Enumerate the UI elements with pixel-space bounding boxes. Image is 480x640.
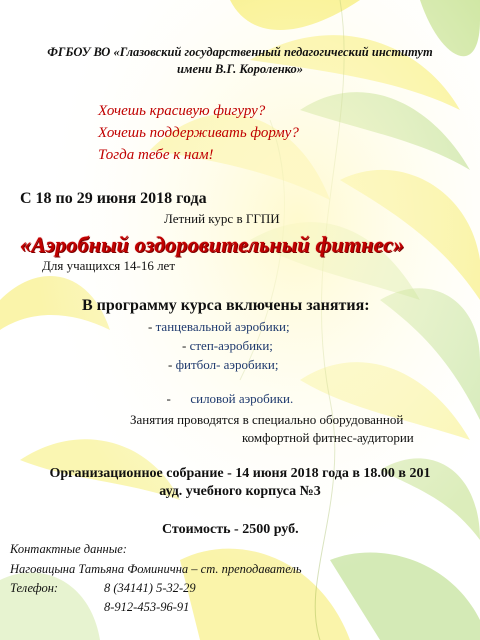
contact-person: Наговицына Татьяна Фоминична – ст. преподаватель [10, 562, 302, 576]
venue-line-2: комфортной фитнес-аудитории [242, 430, 414, 445]
program-heading: В программу курса включены занятия: [82, 297, 370, 314]
activity-dash: - [166, 390, 191, 406]
activity-item [168, 358, 278, 373]
meeting-line-1: Организационное собрание - 14 июня 2018 года в 18.00 в 201 [49, 466, 431, 481]
activity-name: танцевальной аэробики; [155, 319, 290, 334]
activity-dash: - [182, 338, 190, 353]
activity-dash: - [148, 319, 156, 334]
organizational-meeting [20, 465, 460, 501]
institute-name [18, 44, 462, 77]
phone-label: Телефон: [10, 581, 59, 595]
contacts-heading: Контактные данные: [10, 542, 127, 556]
course-price: Стоимость - 2500 руб. [162, 522, 299, 537]
activity-item [148, 320, 290, 335]
activity-item [182, 339, 273, 354]
course-dates: С 18 по 29 июня 2018 года [20, 190, 207, 207]
course-label: Летний курс в ГГПИ [164, 211, 280, 226]
activity-dash: - [168, 357, 176, 372]
meeting-line-2: ауд. учебного корпуса №3 [159, 483, 321, 499]
phone-number-1: 8 (34141) 5-32-29 [104, 581, 196, 595]
course-title: «Аэробный оздоровительный фитнес» [20, 232, 405, 257]
slogan-line-3: Тогда тебе к нам! [98, 147, 214, 163]
activity-name: степ-аэробики; [189, 338, 273, 353]
activity-item [160, 377, 293, 407]
slogan-line-1: Хочешь красивую фигуру? [98, 103, 266, 119]
institute-line-2: имени В.Г. Короленко» [176, 61, 304, 76]
slogan-line-2: Хочешь поддерживать форму? [98, 125, 299, 141]
phone-number-2: 8-912-453-96-91 [104, 600, 190, 614]
audience-age: Для учащихся 14-16 лет [42, 258, 176, 273]
institute-line-1: ФГБОУ ВО «Глазовский государственный педагогический институт [47, 45, 433, 59]
venue-line-1: Занятия проводятся в специально оборудованной [130, 412, 404, 427]
activity-name: фитбол- аэробики; [175, 357, 279, 372]
activity-name: силовой аэробики. [190, 390, 294, 406]
